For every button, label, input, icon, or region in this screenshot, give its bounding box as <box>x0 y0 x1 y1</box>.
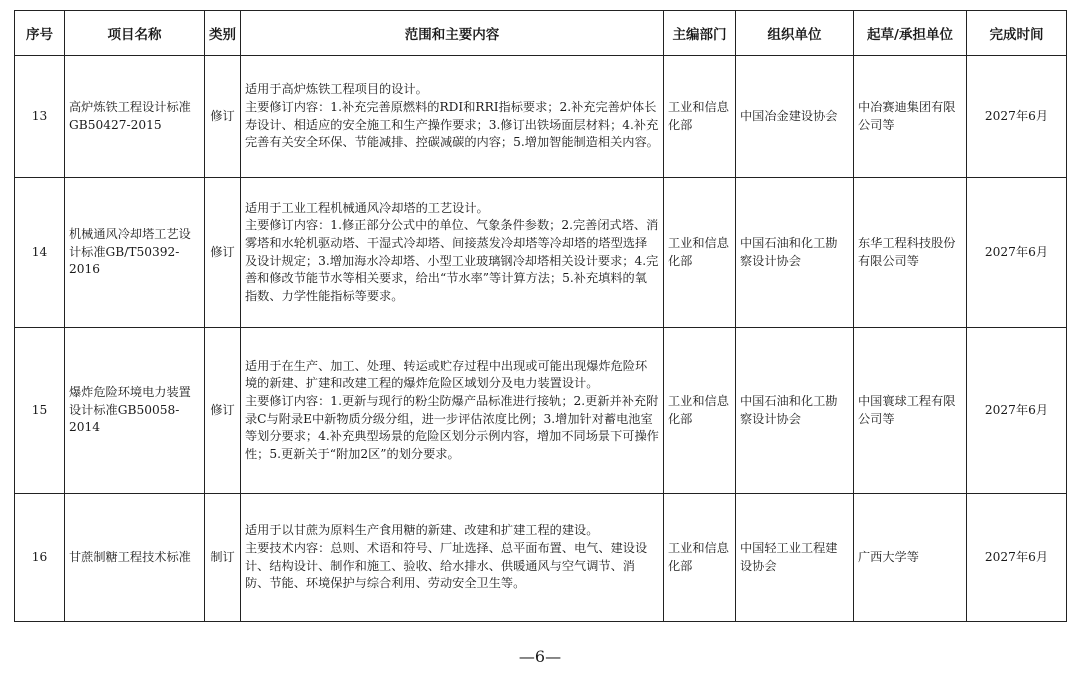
row-drafter: 中国寰球工程有限公司等 <box>854 328 967 494</box>
header-row <box>15 11 1067 56</box>
table-row <box>15 56 1067 178</box>
row-no: 16 <box>15 494 65 622</box>
row-deadline: 2027年6月 <box>967 328 1067 494</box>
standards-table <box>14 10 1067 622</box>
row-org: 中国冶金建设协会 <box>736 56 854 178</box>
scope-intro: 适用于工业工程机械通风冷却塔的工艺设计。 <box>245 200 489 215</box>
scope-detail: 主要修订内容：1.修正部分公式中的单位、气象条件参数；2.完善闭式塔、消雾塔和水轮机驱动塔、干湿式冷却塔、间接蒸发冷却塔等冷却塔的塔型选择及设计规定；3.增加海水冷却塔、小型工业玻璃钢冷却塔相关设计要求；4.完善和修改节能节水等相关要求，给出“节水率”等计算方法；5.补充填料的氧指数、力学性能指标等要求。 <box>245 218 659 303</box>
header-no: 序号 <box>15 11 65 56</box>
row-type: 制订 <box>205 494 241 622</box>
row-type: 修订 <box>205 178 241 328</box>
row-deadline: 2027年6月 <box>967 494 1067 622</box>
row-drafter: 东华工程科技股份有限公司等 <box>854 178 967 328</box>
header-name: 项目名称 <box>65 11 205 56</box>
row-type: 修订 <box>205 56 241 178</box>
row-scope <box>241 56 664 178</box>
row-org: 中国石油和化工勘察设计协会 <box>736 328 854 494</box>
table-row <box>15 178 1067 328</box>
header-scope: 范围和主要内容 <box>241 11 664 56</box>
row-org: 中国石油和化工勘察设计协会 <box>736 178 854 328</box>
row-no: 13 <box>15 56 65 178</box>
row-scope <box>241 494 664 622</box>
scope-intro: 适用于在生产、加工、处理、转运或贮存过程中出现或可能出现爆炸危险环境的新建、扩建和改建工程的爆炸危险区域划分及电力装置设计。 <box>245 358 648 391</box>
row-scope <box>241 328 664 494</box>
header-drafter: 起草/承担单位 <box>854 11 967 56</box>
row-org: 中国轻工业工程建设协会 <box>736 494 854 622</box>
row-dept: 工业和信息化部 <box>664 178 736 328</box>
header-org: 组织单位 <box>736 11 854 56</box>
row-scope <box>241 178 664 328</box>
row-name: 高炉炼铁工程设计标准GB50427-2015 <box>65 56 205 178</box>
row-type: 修订 <box>205 328 241 494</box>
scope-detail: 主要修订内容：1.补充完善原燃料的RDI和RRI指标要求；2.补充完善炉体长寿设计、相适应的安全施工和生产操作要求；3.修订出铁场面层材料；4.补充完善有关安全环保、节能减排、控碳减碳的内容；5.增加智能制造相关内容。 <box>245 99 659 150</box>
row-name: 机械通风冷却塔工艺设计标准GB/T50392-2016 <box>65 178 205 328</box>
row-no: 15 <box>15 328 65 494</box>
row-dept: 工业和信息化部 <box>664 494 736 622</box>
row-dept: 工业和信息化部 <box>664 56 736 178</box>
scope-detail: 主要修订内容：1.更新与现行的粉尘防爆产品标准进行接轨；2.更新并补充附录C与附录E中新物质分级分组，进一步评估浓度比例；3.增加针对蓄电池室等划分要求；4.补充典型场景的危险区划分示例内容，增加不同场景下可操作性；5.更新关于“附加2区”的划分要求。 <box>245 393 659 461</box>
page-number: —6— <box>518 647 562 666</box>
scope-detail: 主要技术内容：总则、术语和符号、厂址选择、总平面布置、电气、建设设计、结构设计、制作和施工、验收、给水排水、供暖通风与空气调节、消防、节能、环境保护与综合利用、劳动安全卫生等。 <box>245 540 648 591</box>
row-deadline: 2027年6月 <box>967 178 1067 328</box>
scope-intro: 适用于高炉炼铁工程项目的设计。 <box>245 82 428 97</box>
row-drafter: 中冶赛迪集团有限公司等 <box>854 56 967 178</box>
row-drafter: 广西大学等 <box>854 494 967 622</box>
row-dept: 工业和信息化部 <box>664 328 736 494</box>
header-type: 类别 <box>205 11 241 56</box>
row-deadline: 2027年6月 <box>967 56 1067 178</box>
table-row <box>15 494 1067 622</box>
row-no: 14 <box>15 178 65 328</box>
row-name: 爆炸危险环境电力装置设计标准GB50058-2014 <box>65 328 205 494</box>
row-name: 甘蔗制糖工程技术标准 <box>65 494 205 622</box>
scope-intro: 适用于以甘蔗为原料生产食用糖的新建、改建和扩建工程的建设。 <box>245 523 599 538</box>
header-dept: 主编部门 <box>664 11 736 56</box>
header-deadline: 完成时间 <box>967 11 1067 56</box>
table-row <box>15 328 1067 494</box>
